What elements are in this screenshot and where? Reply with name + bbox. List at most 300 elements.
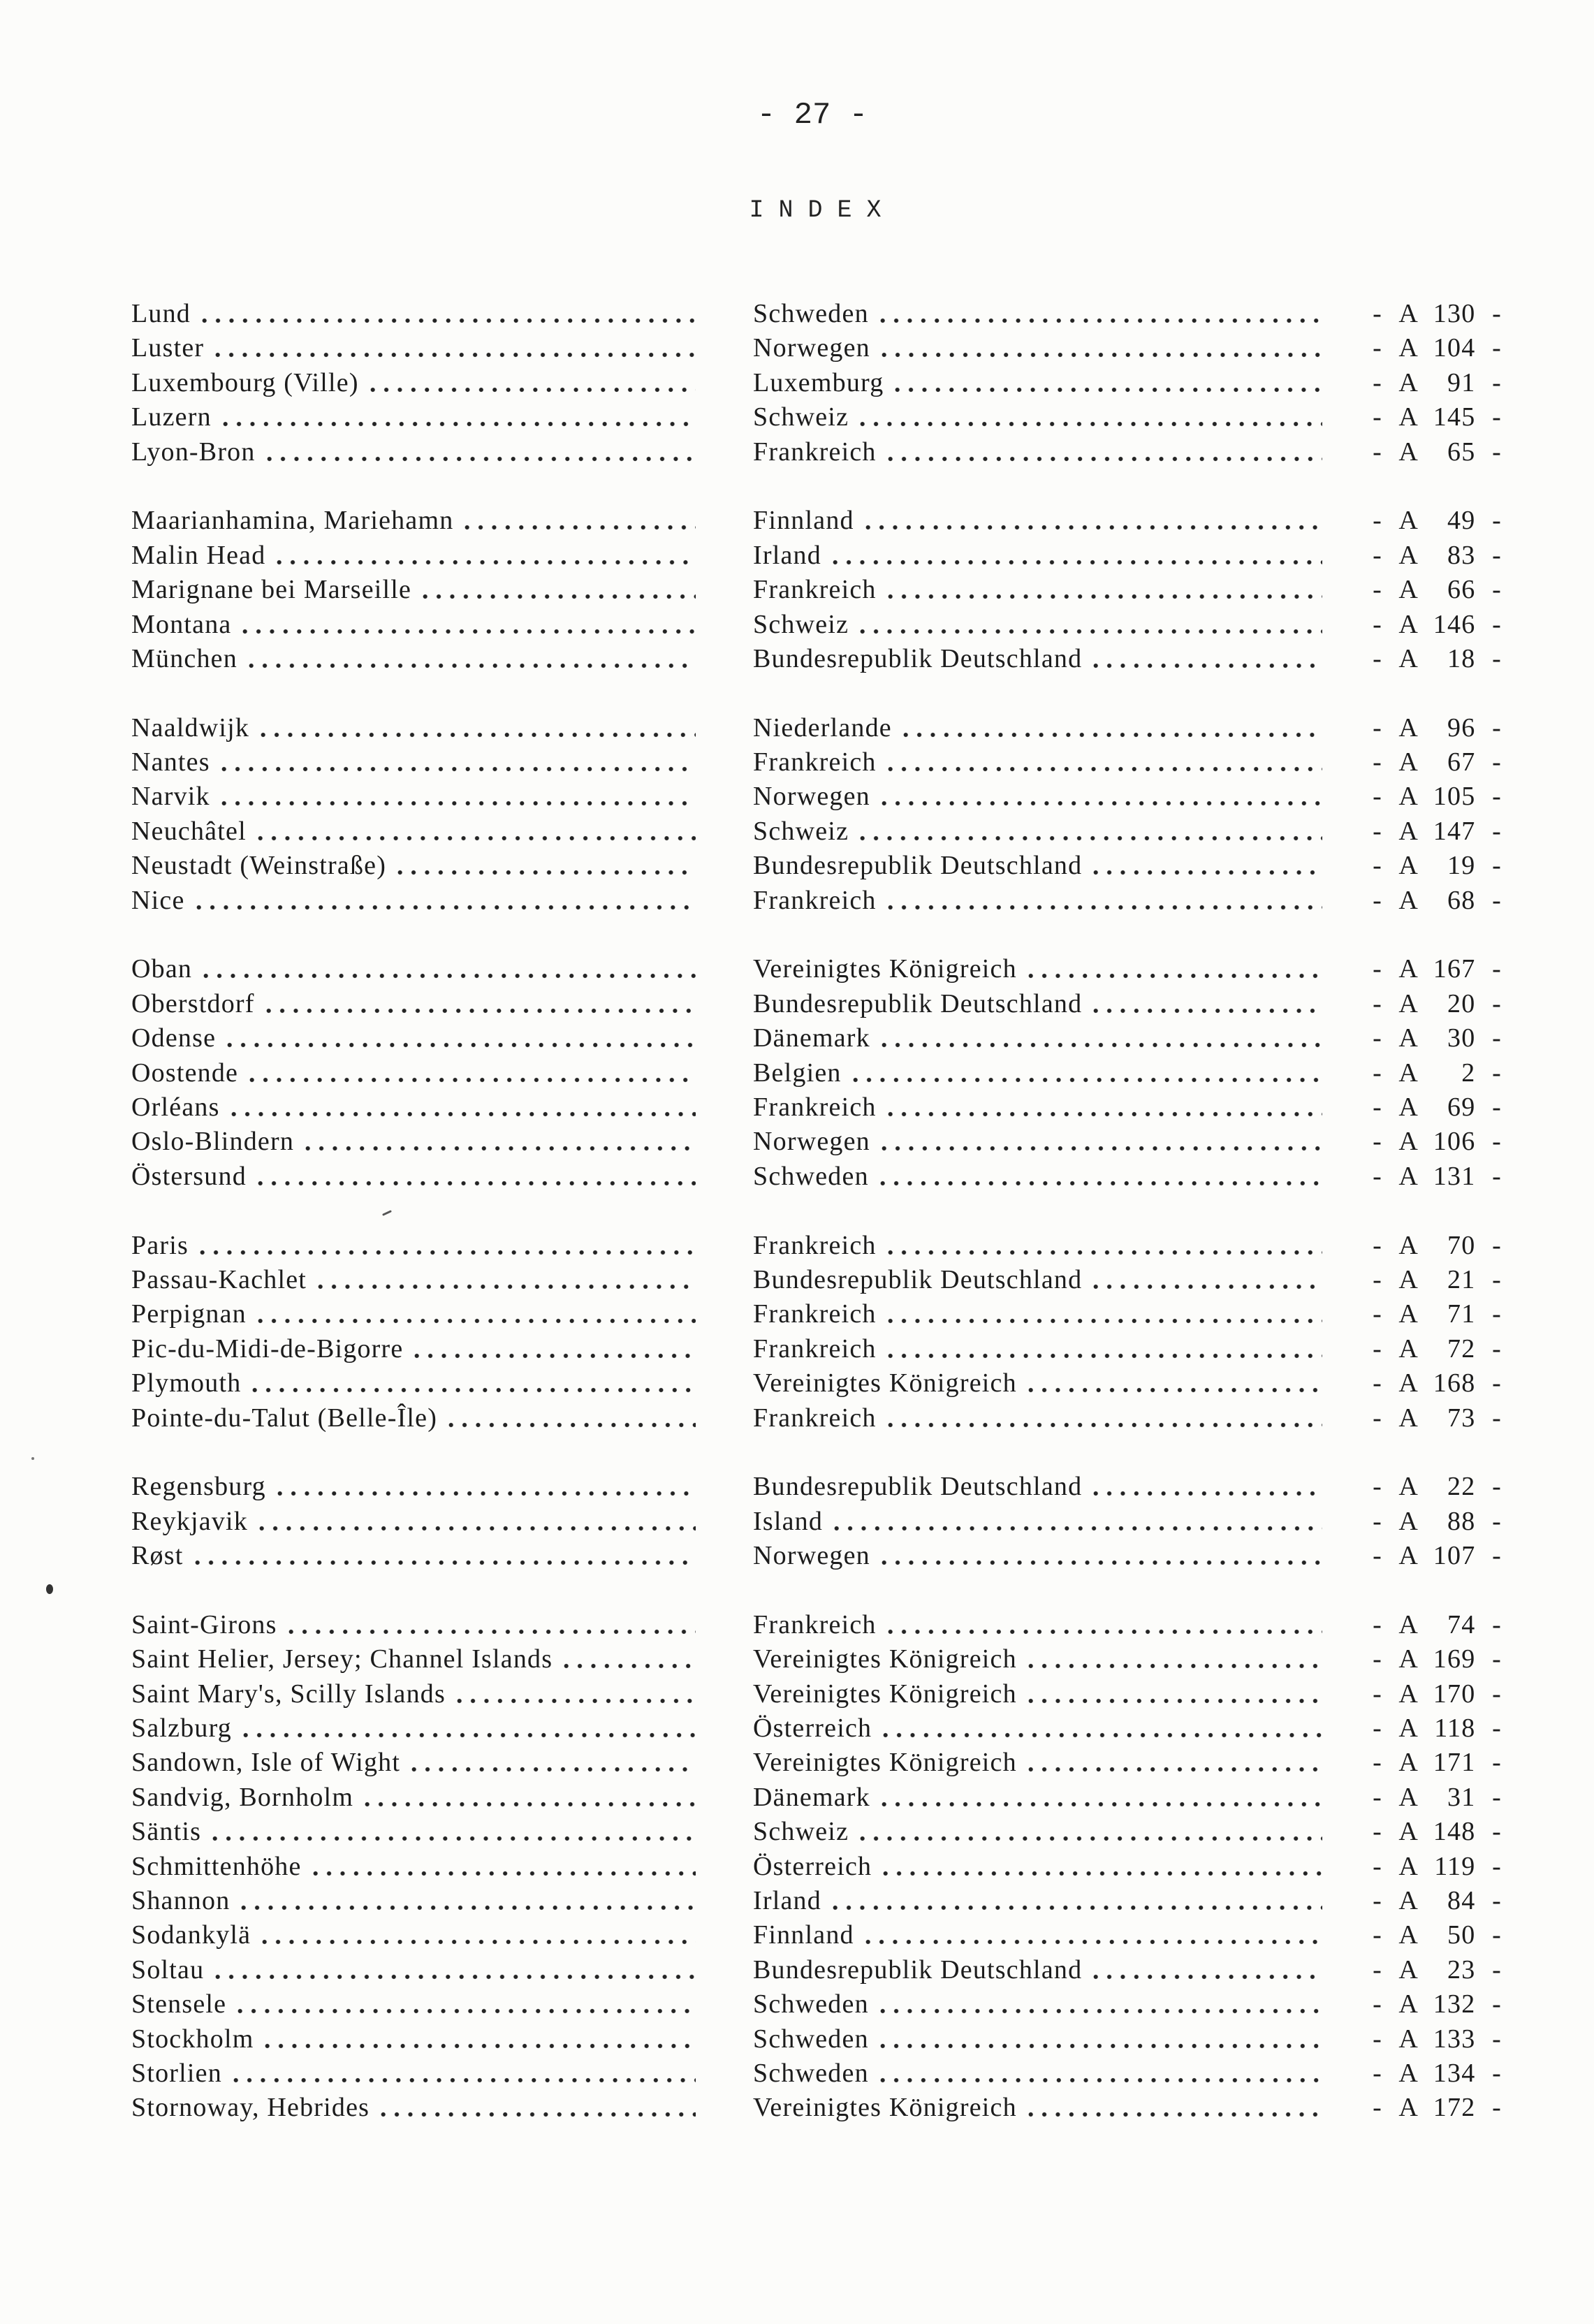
reference-series: A — [1398, 1333, 1419, 1364]
reference-series: A — [1398, 1679, 1419, 1709]
reference-series: A — [1398, 851, 1419, 881]
leader-dots — [877, 1146, 1322, 1151]
country-name: Vereinigtes Königreich — [753, 1679, 1017, 1709]
reference-dash: - — [1492, 1092, 1502, 1122]
place-name: Lyon-Bron — [131, 437, 256, 467]
leader-dots — [879, 1732, 1322, 1738]
leader-dots — [245, 1077, 696, 1083]
reference-dash: - — [1373, 1403, 1382, 1433]
reference-dash: - — [1373, 1748, 1382, 1778]
reference-dash: - — [1492, 1713, 1502, 1744]
reference-code — [1370, 331, 1520, 365]
country-name: Frankreich — [753, 575, 877, 605]
index-entry — [0, 539, 1594, 573]
leader-dots — [219, 421, 696, 427]
place-name: Marignane bei Marseille — [131, 575, 412, 605]
place-column — [131, 745, 696, 780]
reference-code — [1370, 1056, 1520, 1090]
index-entry — [0, 1090, 1594, 1125]
leader-dots — [879, 1871, 1322, 1876]
place-column — [131, 1056, 696, 1090]
leader-dots — [1024, 973, 1322, 979]
reference-dash: - — [1373, 1713, 1382, 1744]
index-entry — [0, 1263, 1594, 1297]
place-column — [131, 1987, 696, 2022]
country-column — [753, 539, 1322, 573]
place-name: Passau-Kachlet — [131, 1264, 307, 1294]
index-entry — [0, 573, 1594, 607]
country-column — [753, 366, 1322, 400]
reference-dash: - — [1373, 1954, 1382, 1985]
place-name: Soltau — [131, 1954, 205, 1985]
index-group — [0, 1470, 1594, 1573]
reference-dash: - — [1373, 1333, 1382, 1364]
reference-number: 21 — [1447, 1264, 1476, 1294]
country-column — [753, 1505, 1322, 1539]
reference-code — [1370, 1505, 1520, 1539]
reference-dash: - — [1492, 1989, 1502, 2019]
reference-code — [1370, 884, 1520, 918]
country-name: Bundesrepublik Deutschland — [753, 851, 1083, 881]
reference-dash: - — [1373, 2093, 1382, 2123]
country-name: Bundesrepublik Deutschland — [753, 1472, 1083, 1502]
place-column — [131, 1401, 696, 1435]
reference-dash: - — [1492, 1851, 1502, 1881]
reference-number: 119 — [1434, 1851, 1476, 1881]
reference-number: 105 — [1433, 782, 1476, 812]
reference-dash: - — [1373, 885, 1382, 915]
reference-number: 70 — [1447, 1230, 1476, 1260]
leader-dots — [876, 2008, 1322, 2014]
reference-number: 169 — [1433, 1644, 1476, 1674]
index-entry — [0, 1297, 1594, 1331]
reference-dash: - — [1373, 1058, 1382, 1088]
place-column — [131, 1815, 696, 1849]
reference-series: A — [1398, 402, 1419, 432]
reference-series: A — [1398, 643, 1419, 673]
reference-dash: - — [1373, 437, 1382, 467]
place-column — [131, 1884, 696, 1918]
place-name: Luzern — [131, 402, 212, 432]
reference-series: A — [1398, 1609, 1419, 1639]
country-name: Frankreich — [753, 1609, 877, 1639]
country-name: Österreich — [753, 1713, 872, 1744]
leader-dots — [453, 1698, 696, 1704]
index-entry — [0, 608, 1594, 642]
index-entry — [0, 1401, 1594, 1435]
reference-dash: - — [1492, 1299, 1502, 1329]
leader-dots — [227, 1111, 696, 1117]
leader-dots — [273, 1491, 696, 1496]
place-name: Oberstdorf — [131, 988, 255, 1018]
place-name: Neustadt (Weinstraße) — [131, 851, 387, 881]
place-column — [131, 1539, 696, 1573]
index-entry — [0, 1711, 1594, 1746]
place-column — [131, 814, 696, 849]
reference-dash: - — [1492, 1403, 1502, 1433]
reference-number: 30 — [1447, 1023, 1476, 1053]
country-column — [753, 2022, 1322, 2056]
reference-dash: - — [1492, 988, 1502, 1018]
reference-dash: - — [1492, 1679, 1502, 1709]
leader-dots — [418, 594, 696, 599]
leader-dots — [884, 766, 1322, 772]
reference-dash: - — [1373, 2024, 1382, 2054]
place-column — [131, 1160, 696, 1194]
reference-dash: - — [1492, 1541, 1502, 1571]
place-name: Orléans — [131, 1092, 220, 1122]
reference-dash: - — [1373, 402, 1382, 432]
country-column — [753, 1160, 1322, 1194]
leader-dots — [217, 766, 696, 772]
reference-dash: - — [1492, 1748, 1502, 1778]
place-column — [131, 608, 696, 642]
reference-code — [1370, 642, 1520, 676]
place-name: Perpignan — [131, 1299, 247, 1329]
leader-dots — [830, 1526, 1322, 1531]
reference-dash: - — [1492, 643, 1502, 673]
place-column — [131, 1090, 696, 1125]
leader-dots — [366, 387, 696, 393]
reference-series: A — [1398, 1092, 1419, 1122]
reference-dash: - — [1492, 1644, 1502, 1674]
reference-code — [1370, 711, 1520, 745]
leader-dots — [884, 1422, 1322, 1428]
country-column — [753, 435, 1322, 469]
reference-code — [1370, 780, 1520, 814]
reference-code — [1370, 366, 1520, 400]
country-name: Schweiz — [753, 402, 849, 432]
place-column — [131, 331, 696, 365]
place-name: Lund — [131, 299, 191, 328]
reference-dash: - — [1492, 1264, 1502, 1294]
reference-dash: - — [1492, 1058, 1502, 1088]
reference-series: A — [1398, 1403, 1419, 1433]
place-column — [131, 1953, 696, 1987]
reference-dash: - — [1492, 954, 1502, 984]
index-entry — [0, 987, 1594, 1021]
leader-dots — [255, 1526, 696, 1531]
place-name: Storlien — [131, 2058, 222, 2088]
leader-dots — [211, 1974, 696, 1980]
scan-speck — [31, 1457, 34, 1460]
reference-series: A — [1398, 1920, 1419, 1950]
leader-dots — [192, 905, 696, 910]
place-column — [131, 1746, 696, 1780]
country-column — [753, 1056, 1322, 1090]
leader-dots — [856, 629, 1322, 634]
reference-dash: - — [1373, 506, 1382, 536]
reference-dash: - — [1373, 816, 1382, 846]
reference-number: 130 — [1433, 299, 1476, 328]
place-column — [131, 1850, 696, 1884]
leader-dots — [254, 1318, 696, 1324]
leader-dots — [223, 1042, 696, 1048]
country-name: Schweiz — [753, 1817, 849, 1847]
reference-dash: - — [1492, 885, 1502, 915]
reference-number: 74 — [1447, 1609, 1476, 1639]
reference-code — [1370, 1884, 1520, 1918]
reference-dash: - — [1492, 782, 1502, 812]
reference-dash: - — [1492, 333, 1502, 363]
index-entry — [0, 780, 1594, 814]
reference-code — [1370, 539, 1520, 573]
reference-dash: - — [1373, 1472, 1382, 1502]
country-name: Schweden — [753, 2024, 869, 2054]
place-name: Östersund — [131, 1161, 247, 1191]
leader-dots — [239, 1732, 696, 1738]
place-name: Shannon — [131, 1885, 231, 1915]
place-column — [131, 1125, 696, 1159]
reference-dash: - — [1373, 1230, 1382, 1260]
reference-dash: - — [1492, 1023, 1502, 1053]
country-name: Frankreich — [753, 747, 877, 777]
index-entry — [0, 1125, 1594, 1159]
reference-series: A — [1398, 747, 1419, 777]
reference-dash: - — [1492, 2093, 1502, 2123]
country-column — [753, 987, 1322, 1021]
country-column — [753, 884, 1322, 918]
country-column — [753, 1677, 1322, 1711]
index-group — [0, 504, 1594, 676]
country-column — [753, 504, 1322, 538]
leader-dots — [876, 2043, 1322, 2049]
leader-dots — [876, 318, 1322, 323]
index-entry — [0, 366, 1594, 400]
leader-dots — [876, 2077, 1322, 2083]
reference-number: 91 — [1447, 367, 1476, 397]
reference-dash: - — [1492, 712, 1502, 743]
reference-number: 172 — [1433, 2093, 1476, 2123]
leader-dots — [849, 1077, 1322, 1083]
place-name: Røst — [131, 1541, 184, 1571]
place-name: Luster — [131, 333, 205, 363]
leader-dots — [1024, 1663, 1322, 1669]
leader-dots — [410, 1353, 696, 1359]
index-entry — [0, 1884, 1594, 1918]
reference-dash: - — [1492, 2058, 1502, 2088]
reference-series: A — [1398, 885, 1419, 915]
index-entry — [0, 1608, 1594, 1642]
index-entry — [0, 952, 1594, 986]
leader-dots — [861, 1939, 1322, 1945]
reference-dash: - — [1373, 1609, 1382, 1639]
place-column — [131, 642, 696, 676]
country-column — [753, 1297, 1322, 1331]
reference-dash: - — [1373, 1161, 1382, 1191]
place-name: Stensele — [131, 1989, 227, 2019]
country-name: Irland — [753, 1885, 821, 1915]
reference-dash: - — [1373, 575, 1382, 605]
country-column — [753, 1366, 1322, 1401]
country-name: Bundesrepublik Deutschland — [753, 643, 1083, 673]
place-name: Nantes — [131, 747, 210, 777]
place-column — [131, 1297, 696, 1331]
reference-code — [1370, 2091, 1520, 2125]
country-name: Frankreich — [753, 1333, 877, 1364]
reference-code — [1370, 1160, 1520, 1194]
reference-series: A — [1398, 437, 1419, 467]
reference-code — [1370, 1297, 1520, 1331]
country-column — [753, 780, 1322, 814]
leader-dots — [856, 1836, 1322, 1841]
country-column — [753, 952, 1322, 986]
reference-number: 171 — [1433, 1748, 1476, 1778]
country-column — [753, 1953, 1322, 1987]
reference-code — [1370, 1781, 1520, 1815]
leader-dots — [263, 456, 696, 462]
place-column — [131, 1229, 696, 1263]
index-entry — [0, 884, 1594, 918]
place-name: Naaldwijk — [131, 712, 250, 743]
reference-dash: - — [1492, 609, 1502, 639]
country-column — [753, 814, 1322, 849]
country-column — [753, 1090, 1322, 1125]
reference-dash: - — [1373, 1127, 1382, 1157]
country-column — [753, 400, 1322, 434]
reference-dash: - — [1492, 1782, 1502, 1812]
reference-series: A — [1398, 1264, 1419, 1294]
reference-series: A — [1398, 1299, 1419, 1329]
leader-dots — [828, 560, 1322, 565]
country-name: Dänemark — [753, 1782, 870, 1812]
place-name: Sandown, Isle of Wight — [131, 1748, 401, 1778]
reference-code — [1370, 745, 1520, 780]
reference-dash: - — [1492, 299, 1502, 328]
reference-number: 132 — [1433, 1989, 1476, 2019]
reference-series: A — [1398, 1851, 1419, 1881]
index-entry — [0, 1781, 1594, 1815]
reference-dash: - — [1373, 540, 1382, 570]
country-column — [753, 1021, 1322, 1055]
leader-dots — [884, 1353, 1322, 1359]
reference-number: 168 — [1433, 1368, 1476, 1398]
leader-dots — [884, 1318, 1322, 1324]
place-name: Säntis — [131, 1817, 202, 1847]
leader-dots — [237, 1905, 696, 1910]
reference-dash: - — [1373, 1644, 1382, 1674]
reference-code — [1370, 952, 1520, 986]
reference-dash: - — [1492, 1506, 1502, 1536]
country-name: Vereinigtes Königreich — [753, 1368, 1017, 1398]
leader-dots — [284, 1629, 696, 1635]
reference-dash: - — [1492, 851, 1502, 881]
country-column — [753, 1884, 1322, 1918]
reference-series: A — [1398, 1782, 1419, 1812]
country-column — [753, 745, 1322, 780]
reference-series: A — [1398, 1230, 1419, 1260]
leader-dots — [877, 1042, 1322, 1048]
country-column — [753, 1746, 1322, 1780]
reference-dash: - — [1373, 1782, 1382, 1812]
country-column — [753, 849, 1322, 883]
place-column — [131, 2091, 696, 2125]
country-column — [753, 1263, 1322, 1297]
index-entry — [0, 1918, 1594, 1952]
leader-dots — [560, 1663, 696, 1669]
index-list — [0, 297, 1594, 2126]
reference-number: 88 — [1447, 1506, 1476, 1536]
leader-dots — [301, 1146, 696, 1151]
place-name: Reykjavik — [131, 1506, 248, 1536]
place-column — [131, 952, 696, 986]
leader-dots — [1089, 870, 1322, 875]
leader-dots — [233, 2008, 696, 2014]
country-name: Frankreich — [753, 885, 877, 915]
reference-dash: - — [1373, 2058, 1382, 2088]
reference-dash: - — [1373, 1092, 1382, 1122]
reference-code — [1370, 435, 1520, 469]
country-column — [753, 297, 1322, 331]
reference-dash: - — [1373, 1885, 1382, 1915]
reference-series: A — [1398, 1541, 1419, 1571]
index-entry — [0, 331, 1594, 365]
country-name: Schweiz — [753, 816, 849, 846]
reference-code — [1370, 1953, 1520, 1987]
leader-dots — [877, 801, 1322, 806]
reference-dash: - — [1492, 1127, 1502, 1157]
country-name: Dänemark — [753, 1023, 870, 1053]
place-column — [131, 366, 696, 400]
index-entry — [0, 2022, 1594, 2056]
place-column — [131, 711, 696, 745]
reference-number: 66 — [1447, 575, 1476, 605]
leader-dots — [884, 456, 1322, 462]
leader-dots — [262, 1008, 696, 1014]
place-column — [131, 1366, 696, 1401]
reference-number: 65 — [1447, 437, 1476, 467]
index-entry — [0, 1160, 1594, 1194]
index-entry — [0, 1332, 1594, 1366]
place-name: Maarianhamina, Mariehamn — [131, 506, 454, 536]
leader-dots — [198, 318, 696, 323]
reference-dash: - — [1373, 1679, 1382, 1709]
country-column — [753, 642, 1322, 676]
reference-number: 170 — [1433, 1679, 1476, 1709]
reference-number: 131 — [1433, 1161, 1476, 1191]
country-column — [753, 1918, 1322, 1952]
leader-dots — [1089, 1974, 1322, 1980]
reference-series: A — [1398, 1058, 1419, 1088]
place-column — [131, 297, 696, 331]
reference-dash: - — [1373, 1506, 1382, 1536]
country-column — [753, 1332, 1322, 1366]
leader-dots — [1089, 1284, 1322, 1289]
leader-dots — [272, 560, 696, 565]
country-column — [753, 1987, 1322, 2022]
country-name: Frankreich — [753, 1092, 877, 1122]
place-name: Sandvig, Bornholm — [131, 1782, 354, 1812]
reference-code — [1370, 1263, 1520, 1297]
place-column — [131, 884, 696, 918]
reference-series: A — [1398, 299, 1419, 328]
leader-dots — [393, 870, 696, 875]
reference-code — [1370, 297, 1520, 331]
place-column — [131, 1677, 696, 1711]
reference-dash: - — [1373, 1299, 1382, 1329]
leader-dots — [196, 1250, 696, 1255]
country-column — [753, 1850, 1322, 1884]
reference-number: 106 — [1433, 1127, 1476, 1157]
leader-dots — [199, 973, 696, 979]
reference-number: 145 — [1433, 402, 1476, 432]
reference-number: 31 — [1447, 1782, 1476, 1812]
leader-dots — [258, 1939, 696, 1945]
reference-dash: - — [1492, 1472, 1502, 1502]
leader-dots — [191, 1560, 696, 1565]
leader-dots — [877, 1802, 1322, 1807]
leader-dots — [460, 525, 696, 530]
